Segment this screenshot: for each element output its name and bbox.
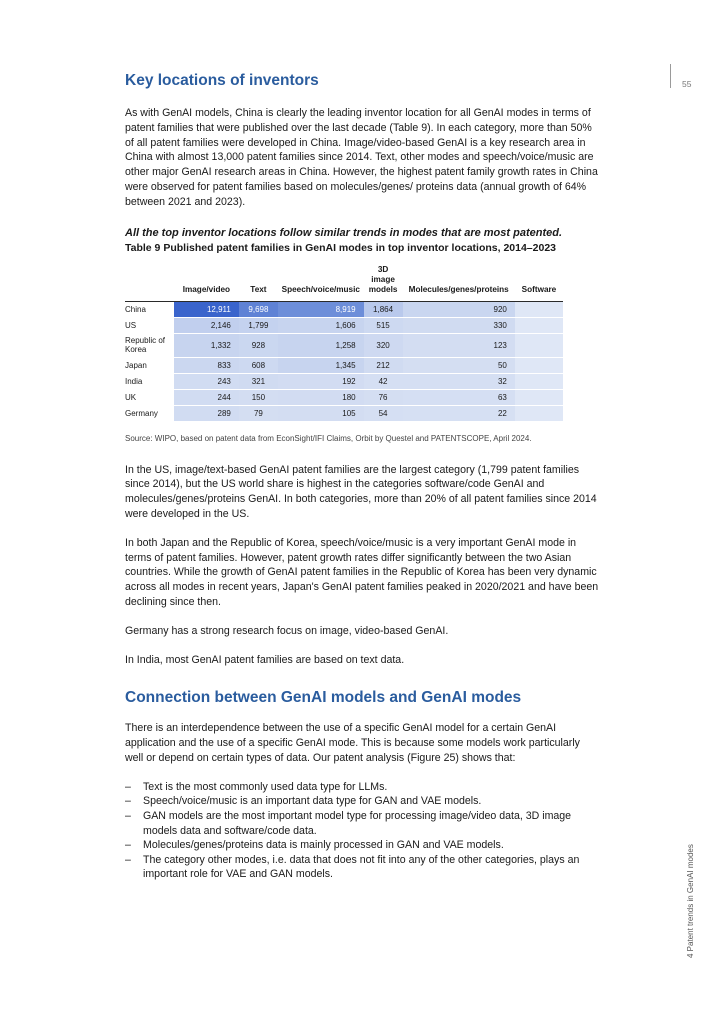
value-cell: 1,606 [278,317,364,333]
column-header: Speech/voice/music [281,284,360,294]
table-source-note: Source: WIPO, based on patent data from EconSight/IFI Claims, Orbit by Questel and PATENTSCOPE, April 2024. [125,433,532,443]
value-cell [515,357,563,373]
page-number: 55 [682,79,692,89]
column-header: Molecules/genes/proteins [408,284,509,294]
list-item: – Text is the most commonly used data type for LLMs. [125,780,600,795]
paragraph-us: In the US, image/text-based GenAI patent families are the largest category (1,799 patent families since 2014), but the US world share is highest in the categories software/code GenAI and molecules/genes/proteins GenAI. In both categories, more than 20% of all patent families since 2014 were developed in the US. [125,463,597,520]
country-cell: China [125,301,174,317]
table-header-row [125,265,563,302]
country-cell: Japan [125,357,174,373]
main-content [125,72,600,882]
value-cell: 244 [174,389,239,405]
paragraph-japan-korea: In both Japan and the Republic of Korea, speech/voice/music is a very important GenAI mode in terms of patent families. However, patent growth rates differ significantly between the two Asian countries. While the growth of GenAI patent families in the Republic of Korea has been very dynamic across all modes in recent years, Japan's GenAI patent families peaked in 2020/2021 and have been declining since then. [125,536,599,608]
value-cell: 123 [403,333,515,357]
table-row [125,333,563,357]
value-cell: 32 [403,373,515,389]
table-body [125,301,563,421]
list-item: – Speech/voice/music is an important data type for GAN and VAE models. [125,794,600,809]
value-cell: 1,258 [278,333,364,357]
value-cell [515,373,563,389]
value-cell: 63 [403,389,515,405]
value-cell: 79 [239,405,278,421]
value-cell: 515 [364,317,403,333]
value-cell: 2,146 [174,317,239,333]
value-cell: 321 [239,373,278,389]
value-cell: 12,911 [174,301,239,317]
column-header: Text [250,284,267,294]
value-cell: 180 [278,389,364,405]
value-cell: 50 [403,357,515,373]
value-cell: 243 [174,373,239,389]
value-cell: 42 [364,373,403,389]
table-row [125,357,563,373]
value-cell: 76 [364,389,403,405]
page-rule [670,64,671,88]
value-cell: 320 [364,333,403,357]
findings-list [125,780,600,882]
value-cell: 54 [364,405,403,421]
value-cell: 105 [278,405,364,421]
paragraph-germany: Germany has a strong research focus on image, video-based GenAI. [125,624,449,637]
lead-sentence: All the top inventor locations follow similar trends in modes that are most patented. [125,226,563,239]
column-header: Image/video [182,284,231,294]
inventor-table [125,265,563,422]
column-header: Software [521,284,557,294]
value-cell: 928 [239,333,278,357]
value-cell: 1,345 [278,357,364,373]
value-cell: 608 [239,357,278,373]
table-row [125,389,563,405]
value-cell: 150 [239,389,278,405]
value-cell: 8,919 [278,301,364,317]
country-cell: Republic of Korea [125,333,174,357]
list-item: – GAN models are the most important model type for processing image/video data, 3D image models data and software/code data. [125,809,600,838]
chapter-side-label: 4 Patent trends in GenAI modes [686,844,695,958]
section-heading-inventors: Key locations of inventors [125,72,319,89]
value-cell: 192 [278,373,364,389]
country-cell: UK [125,389,174,405]
value-cell [515,333,563,357]
value-cell: 1,332 [174,333,239,357]
country-cell: US [125,317,174,333]
intro-paragraph: As with GenAI models, China is clearly the leading inventor location for all GenAI modes in terms of patent families that were published over the last decade (Table 9). In each category, more than 50% of all patent families were developed in China. Image/video-based GenAI is a key research area in China with almost 13,000 patent families since 2014. Text, other modes and speech/voice/music are other major GenAI research areas in China. However, the highest patent family growth rates in China were observed for patent families based on molecules/genes/ proteins data (annual growth of 64% between 2021 and 2023). [125,107,598,208]
value-cell: 22 [403,405,515,421]
table-row [125,405,563,421]
value-cell [515,317,563,333]
section-heading-connection: Connection between GenAI models and GenAI modes [125,689,522,707]
column-header: 3D image models [368,264,398,294]
value-cell: 289 [174,405,239,421]
list-item: – The category other modes, i.e. data that does not fit into any of the other categories, plays an important role for VAE and GAN models. [125,853,600,882]
table-row [125,317,563,333]
table-corner [125,265,174,302]
value-cell: 833 [174,357,239,373]
value-cell [515,301,563,317]
value-cell [515,389,563,405]
value-cell: 1,864 [364,301,403,317]
table-caption: Table 9 Published patent families in GenAI modes in top inventor locations, 2014–2023 [125,241,557,254]
country-cell: India [125,373,174,389]
connection-paragraph: There is an interdependence between the use of a specific GenAI model for a certain GenAI application and the use of a specific GenAI mode. This is because some models work particularly well or depend on certain types of data. Our patent analysis (Figure 25) shows that: [125,722,580,764]
value-cell: 1,799 [239,317,278,333]
value-cell: 920 [403,301,515,317]
table-row [125,301,563,317]
list-item: – Molecules/genes/proteins data is mainly processed in GAN and VAE models. [125,838,600,853]
paragraph-india: In India, most GenAI patent families are based on text data. [125,653,405,666]
value-cell [515,405,563,421]
value-cell: 212 [364,357,403,373]
country-cell: Germany [125,405,174,421]
value-cell: 330 [403,317,515,333]
value-cell: 9,698 [239,301,278,317]
table-row [125,373,563,389]
